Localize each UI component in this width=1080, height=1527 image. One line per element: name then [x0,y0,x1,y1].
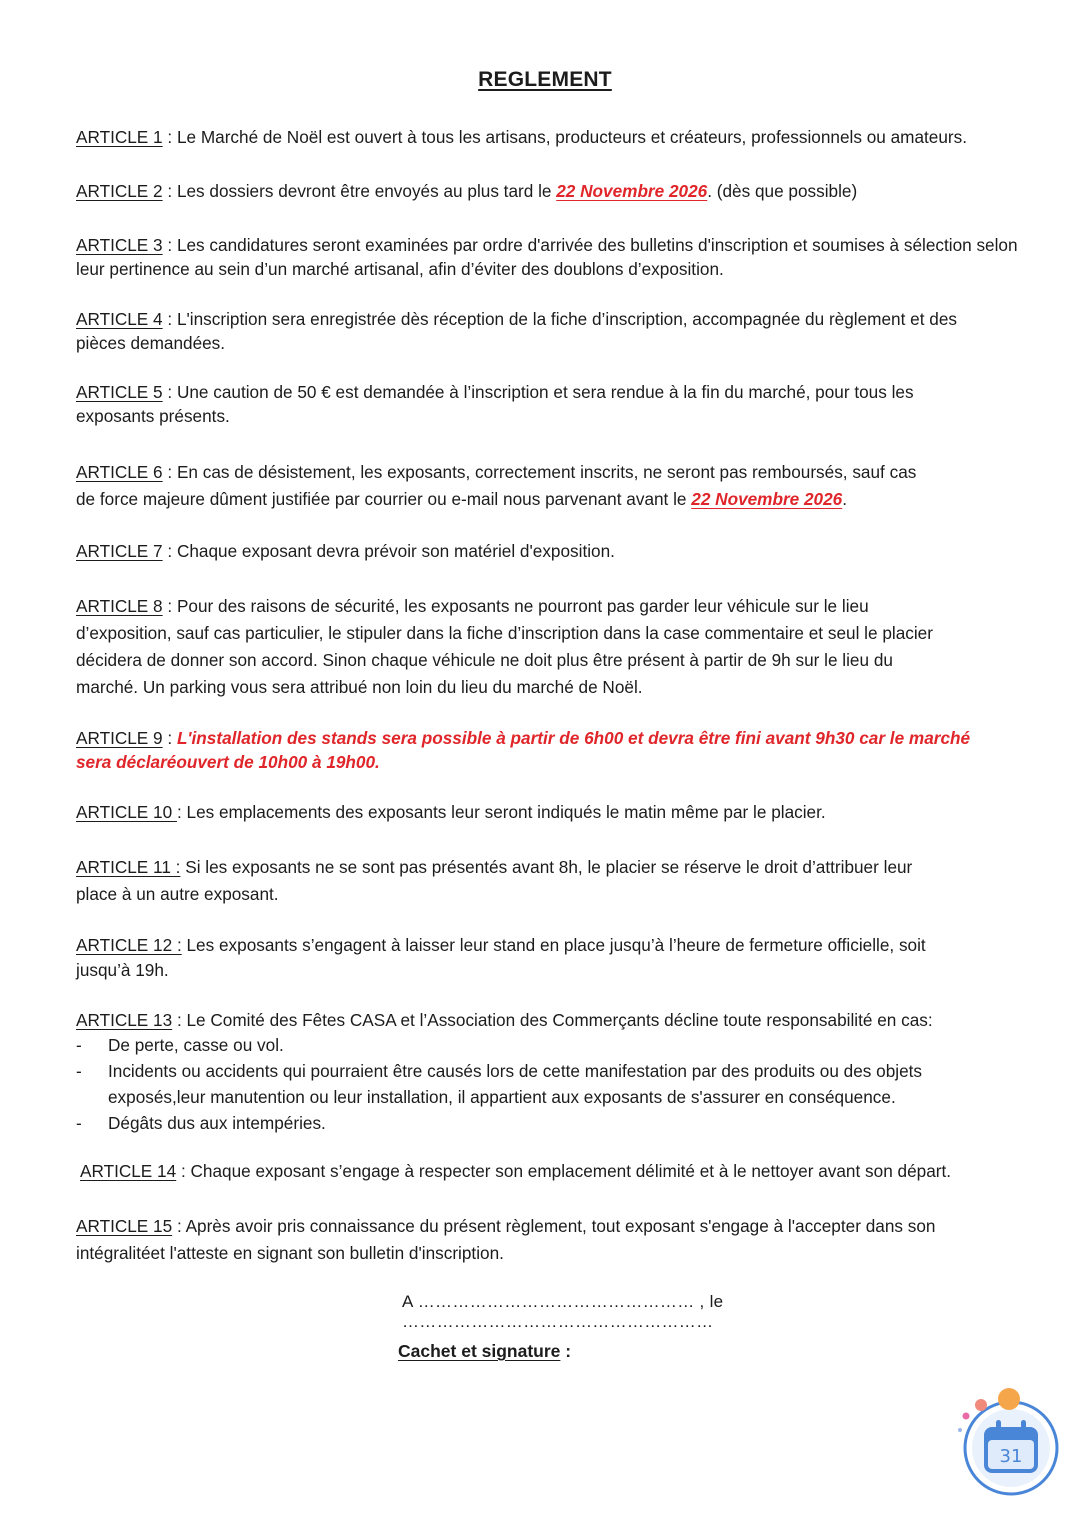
list-item [76,1058,1006,1110]
bullet-dash: - [76,1113,82,1133]
article-text: Les exposants s’engagent à laisser leur stand en place jusqu’à l’heure de fermeture officielle, soit jusqu’à 19h. [76,935,926,980]
liability-list [76,1032,1006,1136]
article-5 [76,380,976,428]
bullet-dash: - [76,1061,82,1081]
article-6 [76,459,1026,513]
article-text-line: Après avoir pris connaissance du présent règlement, tout exposant s'engage à l'accepter dans son [185,1216,936,1236]
article-label: ARTICLE 12 : [76,935,182,955]
article-label: ARTICLE 6 [76,462,163,482]
separator: : [162,181,177,201]
article-text: En cas de désistement, les exposants, correctement inscrits, ne seront pas remboursés, sauf cas [176,462,917,482]
article-text-after: . (dès que possible) [707,181,858,201]
article-label: ARTICLE 13 [76,1010,173,1030]
separator: : [176,1161,191,1181]
article-text: Le Comité des Fêtes CASA et l’Association des Commerçants décline toute responsabilité en cas: [186,1010,933,1030]
deadline-date: 22 Novembre 2026 [556,181,708,201]
article-text: Les emplacements des exposants leur seront indiqués le matin même par le placier. [186,802,826,822]
article-text-line: Pour des raisons de sécurité, les exposants ne pourront pas garder leur véhicule sur le lieu [176,596,869,616]
article-text-line: place à un autre exposant. [76,884,279,904]
article-9 [76,726,996,774]
separator: : [162,462,177,482]
article-text: Le Marché de Noël est ouvert à tous les artisans, producteurs et créateurs, professionnels ou amateurs. [176,127,968,147]
list-item-text: Incidents ou accidents qui pourraient être causés lors de cette manifestation par des produits ou des objets exposés,leur manutention ou leur installation, il appartient aux exposants de s'assurer en conséquence. [108,1061,923,1107]
article-text-line: marché. Un parking vous sera attribué non loin du lieu du marché de Noël. [76,677,643,697]
article-label: ARTICLE 2 [76,181,163,201]
article-label: ARTICLE 15 [76,1216,173,1236]
separator: : [176,802,187,822]
separator: : [162,728,177,748]
cachet-colon: : [560,1341,572,1361]
article-11 [76,854,1026,908]
bullet-dash: - [76,1035,82,1055]
article-3 [76,233,1021,281]
calendar-day: 31 [999,1446,1023,1467]
article-text-line: Si les exposants ne se sont pas présentés avant 8h, le placier se réserve le droit d’attribuer leur [185,857,913,877]
article-text: Les candidatures seront examinées par ordre d'arrivée des bulletins d'inscription et soumises à sélection selon leur pertinence au sein d’un marché artisanal, afin d’éviter des doublons d’exposition. [76,235,1018,279]
list-item [76,1032,1006,1058]
article-text: Une caution de 50 € est demandée à l’inscription et sera rendue à la fin du marché, pour tous les exposants présents. [76,382,914,426]
article-label: ARTICLE 11 : [76,857,181,877]
article-4 [76,307,1011,355]
article-label: ARTICLE 8 [76,596,163,616]
article-10 [76,799,1026,825]
article-label: ARTICLE 4 [76,309,163,329]
separator: : [162,127,177,147]
article-text: Chaque exposant s’engage à respecter son emplacement délimité et à le nettoyer avant son départ. [190,1161,952,1181]
article-text-line: intégralitéet l'atteste en signant son bulletin d'inscription. [76,1243,504,1263]
separator: : [162,309,177,329]
cachet-text: Cachet et signature [398,1341,561,1361]
article-label: ARTICLE 14 [80,1161,177,1181]
deadline-date: 22 Novembre 2026 [691,489,843,509]
separator: : [162,596,177,616]
separator: : [162,541,177,561]
list-item-text: Dégâts dus aux intempéries. [108,1113,326,1133]
article-text: Chaque exposant devra prévoir son matériel d'exposition. [176,541,615,561]
cachet-signature-label [398,1341,571,1362]
separator: : [162,235,177,255]
article-label: ARTICLE 9 [76,728,163,748]
article-8 [76,593,1066,701]
article-text-after: . [842,489,848,509]
separator: : [162,382,177,402]
article-label: ARTICLE 3 [76,235,163,255]
article-13 [76,1008,1006,1136]
article-text-line: d’exposition, sauf cas particulier, le stipuler dans la fiche d’inscription dans la case commentaire et seul le placier [76,623,933,643]
list-item [76,1110,1006,1136]
article-text: Les dossiers devront être envoyés au plus tard le [176,181,557,201]
article-label: ARTICLE 1 [76,127,163,147]
installation-notice: L'installation des stands sera possible à partir de 6h00 et devra être fini avant 9h30 car le marché sera déclaréouvert de 10h00 à 19h00. [76,728,971,772]
article-text: de force majeure dûment justifiée par courrier ou e-mail nous parvenant avant le [76,489,692,509]
list-item-text: De perte, casse ou vol. [108,1035,284,1055]
article-label: ARTICLE 5 [76,382,163,402]
article-label: ARTICLE 7 [76,541,163,561]
article-2 [76,178,1026,204]
calendar-badge[interactable] [940,1378,1070,1508]
separator: : [172,1216,186,1236]
article-14 [80,1158,1030,1184]
article-label: ARTICLE 10 [76,802,177,822]
article-15 [76,1213,1026,1267]
article-1 [76,124,1026,150]
article-12 [76,933,976,983]
article-text-line: décidera de donner son accord. Sinon chaque véhicule ne doit plus être présent à partir de 9h sur le lieu du [76,650,893,670]
article-7 [76,538,1026,564]
separator: : [172,1010,187,1030]
calendar-icon [940,1378,1070,1508]
article-text: L'inscription sera enregistrée dès réception de la fiche d’inscription, accompagnée du règlement et des pièces demandées. [76,309,957,353]
place-date-line: A ………………………………………… , le ……………………………………………… [402,1292,724,1331]
page-title: REGLEMENT [478,68,612,91]
